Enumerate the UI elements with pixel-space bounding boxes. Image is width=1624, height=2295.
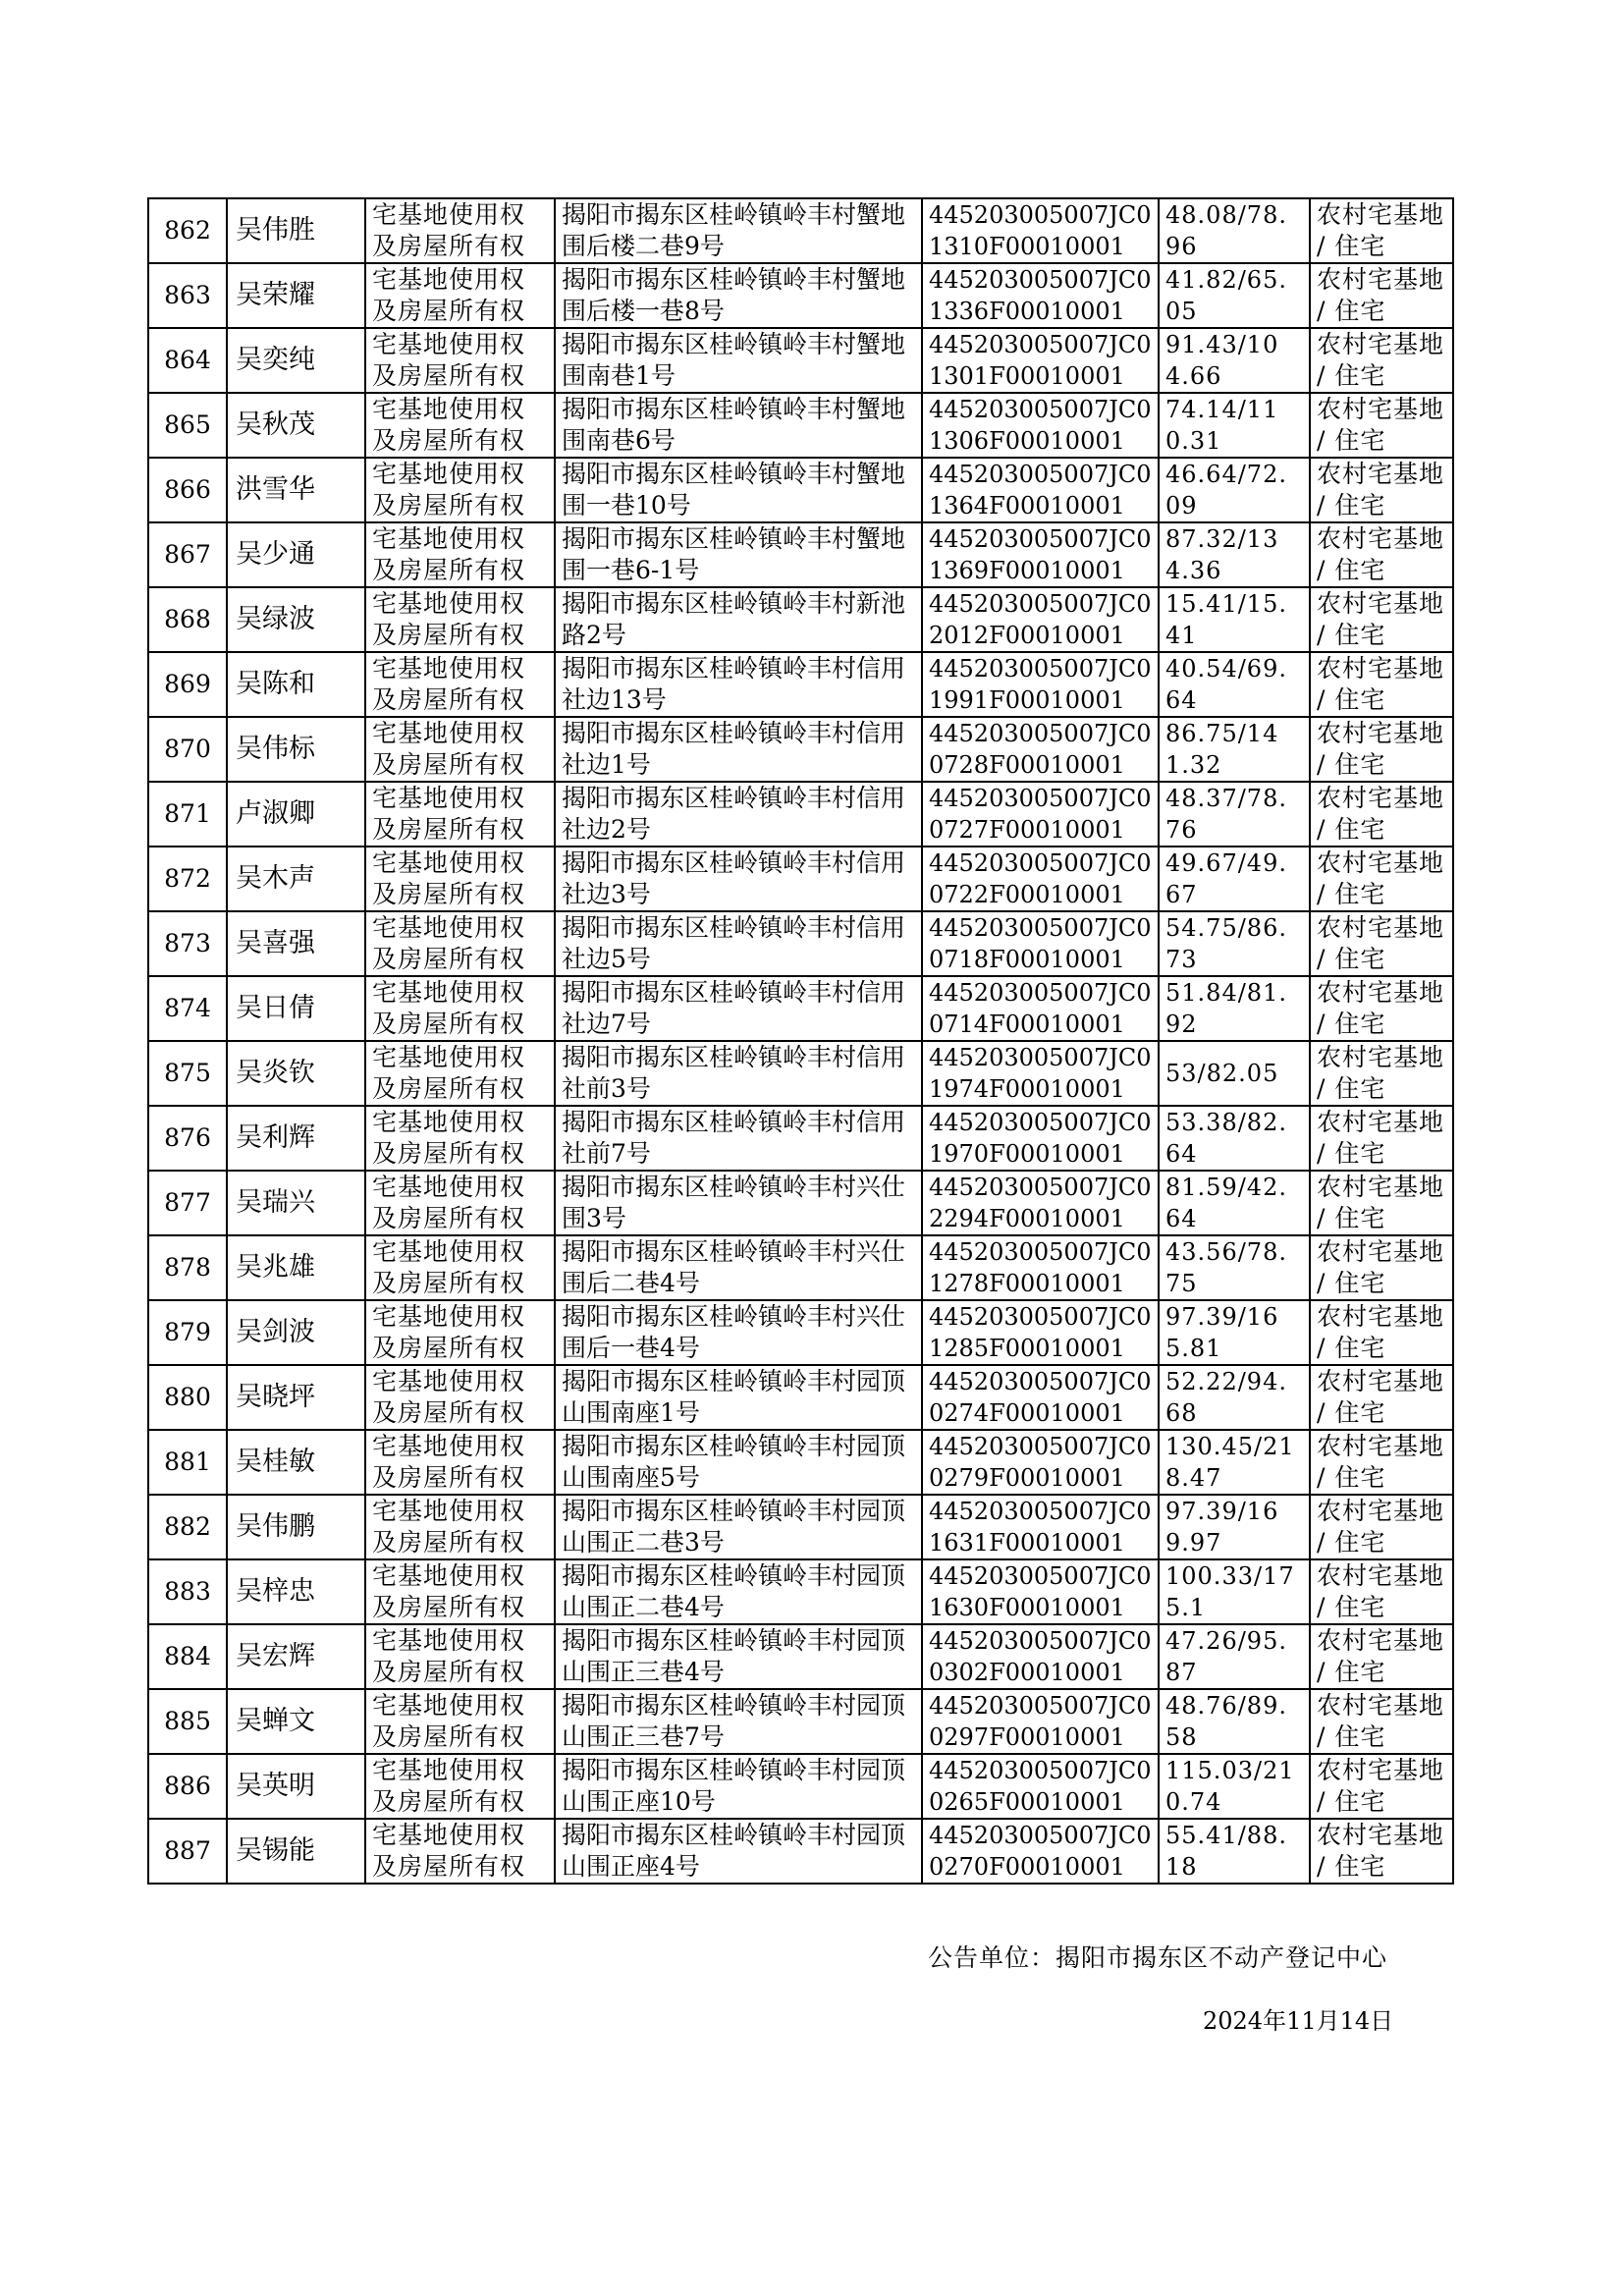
owner-name-cell: 吴炎钦 xyxy=(227,1041,365,1106)
announcing-unit: 公告单位：揭阳市揭东区不动产登记中心 xyxy=(928,1943,1388,1972)
owner-name-cell: 吴木声 xyxy=(227,847,365,911)
property-location-cell: 揭阳市揭东区桂岭镇岭丰村园顶山围正二巷3号 xyxy=(555,1495,922,1559)
owner-name-cell: 吴喜强 xyxy=(227,911,365,976)
area-value-cell: 53.38/82.64 xyxy=(1159,1106,1310,1171)
record-number-cell: 873 xyxy=(148,911,227,976)
unit-code-cell: 445203005007JC01631F00010001 xyxy=(922,1495,1159,1559)
usage-type-cell: 农村宅基地 / 住宅 xyxy=(1310,458,1453,522)
owner-name-cell: 吴宏辉 xyxy=(227,1624,365,1689)
table-row xyxy=(148,1171,1453,1235)
unit-code-cell: 445203005007JC00302F00010001 xyxy=(922,1624,1159,1689)
record-number-cell: 870 xyxy=(148,717,227,782)
right-type-cell: 宅基地使用权及房屋所有权 xyxy=(365,717,555,782)
unit-code-cell: 445203005007JC00728F00010001 xyxy=(922,717,1159,782)
right-type-cell: 宅基地使用权及房屋所有权 xyxy=(365,522,555,587)
usage-type-cell: 农村宅基地 / 住宅 xyxy=(1310,782,1453,847)
area-value-cell: 43.56/78.75 xyxy=(1159,1235,1310,1300)
property-location-cell: 揭阳市揭东区桂岭镇岭丰村园顶山围正座10号 xyxy=(555,1754,922,1819)
property-location-cell: 揭阳市揭东区桂岭镇岭丰村园顶山围正三巷4号 xyxy=(555,1624,922,1689)
record-number-cell: 872 xyxy=(148,847,227,911)
table-row xyxy=(148,717,1453,782)
record-number-cell: 882 xyxy=(148,1495,227,1559)
table-row xyxy=(148,847,1453,911)
owner-name-cell: 吴英明 xyxy=(227,1754,365,1819)
right-type-cell: 宅基地使用权及房屋所有权 xyxy=(365,1106,555,1171)
unit-code-cell: 445203005007JC01336F00010001 xyxy=(922,263,1159,328)
record-number-cell: 875 xyxy=(148,1041,227,1106)
property-location-cell: 揭阳市揭东区桂岭镇岭丰村信用社边1号 xyxy=(555,717,922,782)
record-number-cell: 886 xyxy=(148,1754,227,1819)
area-value-cell: 46.64/72.09 xyxy=(1159,458,1310,522)
area-value-cell: 87.32/134.36 xyxy=(1159,522,1310,587)
unit-code-cell: 445203005007JC01278F00010001 xyxy=(922,1235,1159,1300)
property-location-cell: 揭阳市揭东区桂岭镇岭丰村蟹地围南巷1号 xyxy=(555,328,922,393)
property-location-cell: 揭阳市揭东区桂岭镇岭丰村信用社边13号 xyxy=(555,652,922,717)
usage-type-cell: 农村宅基地 / 住宅 xyxy=(1310,1559,1453,1624)
area-value-cell: 48.08/78.96 xyxy=(1159,198,1310,263)
owner-name-cell: 吴伟鹏 xyxy=(227,1495,365,1559)
owner-name-cell: 吴瑞兴 xyxy=(227,1171,365,1235)
usage-type-cell: 农村宅基地 / 住宅 xyxy=(1310,1235,1453,1300)
property-location-cell: 揭阳市揭东区桂岭镇岭丰村蟹地围后楼二巷9号 xyxy=(555,198,922,263)
unit-code-cell: 445203005007JC01364F00010001 xyxy=(922,458,1159,522)
table-row xyxy=(148,1365,1453,1430)
property-location-cell: 揭阳市揭东区桂岭镇岭丰村信用社前7号 xyxy=(555,1106,922,1171)
unit-code-cell: 445203005007JC01369F00010001 xyxy=(922,522,1159,587)
usage-type-cell: 农村宅基地 / 住宅 xyxy=(1310,1106,1453,1171)
usage-type-cell: 农村宅基地 / 住宅 xyxy=(1310,1754,1453,1819)
area-value-cell: 48.76/89.58 xyxy=(1159,1689,1310,1754)
property-location-cell: 揭阳市揭东区桂岭镇岭丰村园顶山围正座4号 xyxy=(555,1819,922,1884)
area-value-cell: 41.82/65.05 xyxy=(1159,263,1310,328)
unit-code-cell: 445203005007JC00279F00010001 xyxy=(922,1430,1159,1495)
record-number-cell: 877 xyxy=(148,1171,227,1235)
owner-name-cell: 吴伟胜 xyxy=(227,198,365,263)
usage-type-cell: 农村宅基地 / 住宅 xyxy=(1310,911,1453,976)
unit-code-cell: 445203005007JC01970F00010001 xyxy=(922,1106,1159,1171)
usage-type-cell: 农村宅基地 / 住宅 xyxy=(1310,263,1453,328)
unit-code-cell: 445203005007JC00274F00010001 xyxy=(922,1365,1159,1430)
owner-name-cell: 吴陈和 xyxy=(227,652,365,717)
table-row xyxy=(148,1235,1453,1300)
owner-name-cell: 吴晓坪 xyxy=(227,1365,365,1430)
right-type-cell: 宅基地使用权及房屋所有权 xyxy=(365,393,555,458)
owner-name-cell: 吴日倩 xyxy=(227,976,365,1041)
area-value-cell: 15.41/15.41 xyxy=(1159,587,1310,652)
owner-name-cell: 吴兆雄 xyxy=(227,1235,365,1300)
record-number-cell: 866 xyxy=(148,458,227,522)
area-value-cell: 97.39/169.97 xyxy=(1159,1495,1310,1559)
right-type-cell: 宅基地使用权及房屋所有权 xyxy=(365,1819,555,1884)
owner-name-cell: 卢淑卿 xyxy=(227,782,365,847)
record-number-cell: 884 xyxy=(148,1624,227,1689)
right-type-cell: 宅基地使用权及房屋所有权 xyxy=(365,587,555,652)
property-location-cell: 揭阳市揭东区桂岭镇岭丰村信用社边5号 xyxy=(555,911,922,976)
unit-code-cell: 445203005007JC01630F00010001 xyxy=(922,1559,1159,1624)
property-location-cell: 揭阳市揭东区桂岭镇岭丰村信用社前3号 xyxy=(555,1041,922,1106)
usage-type-cell: 农村宅基地 / 住宅 xyxy=(1310,1041,1453,1106)
usage-type-cell: 农村宅基地 / 住宅 xyxy=(1310,652,1453,717)
unit-code-cell: 445203005007JC00722F00010001 xyxy=(922,847,1159,911)
property-location-cell: 揭阳市揭东区桂岭镇岭丰村信用社边2号 xyxy=(555,782,922,847)
unit-code-cell: 445203005007JC01301F00010001 xyxy=(922,328,1159,393)
right-type-cell: 宅基地使用权及房屋所有权 xyxy=(365,847,555,911)
right-type-cell: 宅基地使用权及房屋所有权 xyxy=(365,328,555,393)
area-value-cell: 40.54/69.64 xyxy=(1159,652,1310,717)
area-value-cell: 81.59/42.64 xyxy=(1159,1171,1310,1235)
record-number-cell: 881 xyxy=(148,1430,227,1495)
unit-code-cell: 445203005007JC00714F00010001 xyxy=(922,976,1159,1041)
table-row xyxy=(148,976,1453,1041)
record-number-cell: 876 xyxy=(148,1106,227,1171)
usage-type-cell: 农村宅基地 / 住宅 xyxy=(1310,1495,1453,1559)
property-location-cell: 揭阳市揭东区桂岭镇岭丰村兴仕围后一巷4号 xyxy=(555,1300,922,1365)
area-value-cell: 100.33/175.1 xyxy=(1159,1559,1310,1624)
right-type-cell: 宅基地使用权及房屋所有权 xyxy=(365,1495,555,1559)
owner-name-cell: 吴桂敏 xyxy=(227,1430,365,1495)
owner-name-cell: 吴秋茂 xyxy=(227,393,365,458)
table-row xyxy=(148,911,1453,976)
owner-name-cell: 吴梓忠 xyxy=(227,1559,365,1624)
usage-type-cell: 农村宅基地 / 住宅 xyxy=(1310,328,1453,393)
property-location-cell: 揭阳市揭东区桂岭镇岭丰村园顶山围正三巷7号 xyxy=(555,1689,922,1754)
right-type-cell: 宅基地使用权及房屋所有权 xyxy=(365,1300,555,1365)
property-location-cell: 揭阳市揭东区桂岭镇岭丰村园顶山围南座5号 xyxy=(555,1430,922,1495)
right-type-cell: 宅基地使用权及房屋所有权 xyxy=(365,1171,555,1235)
record-number-cell: 871 xyxy=(148,782,227,847)
area-value-cell: 54.75/86.73 xyxy=(1159,911,1310,976)
table-row xyxy=(148,1430,1453,1495)
usage-type-cell: 农村宅基地 / 住宅 xyxy=(1310,847,1453,911)
owner-name-cell: 吴少通 xyxy=(227,522,365,587)
owner-name-cell: 吴荣耀 xyxy=(227,263,365,328)
table-row xyxy=(148,652,1453,717)
table-row xyxy=(148,1041,1453,1106)
area-value-cell: 51.84/81.92 xyxy=(1159,976,1310,1041)
record-number-cell: 864 xyxy=(148,328,227,393)
records-body xyxy=(148,198,1453,1884)
owner-name-cell: 吴剑波 xyxy=(227,1300,365,1365)
announcement-date: 2024年11月14日 xyxy=(1203,2007,1394,2035)
unit-code-cell: 445203005007JC01991F00010001 xyxy=(922,652,1159,717)
table-row xyxy=(148,782,1453,847)
owner-name-cell: 吴利辉 xyxy=(227,1106,365,1171)
unit-code-cell: 445203005007JC01306F00010001 xyxy=(922,393,1159,458)
record-number-cell: 885 xyxy=(148,1689,227,1754)
property-location-cell: 揭阳市揭东区桂岭镇岭丰村园顶山围正二巷4号 xyxy=(555,1559,922,1624)
table-row xyxy=(148,1106,1453,1171)
record-number-cell: 880 xyxy=(148,1365,227,1430)
right-type-cell: 宅基地使用权及房屋所有权 xyxy=(365,652,555,717)
usage-type-cell: 农村宅基地 / 住宅 xyxy=(1310,1300,1453,1365)
area-value-cell: 49.67/49.67 xyxy=(1159,847,1310,911)
unit-code-cell: 445203005007JC01974F00010001 xyxy=(922,1041,1159,1106)
table-row xyxy=(148,1624,1453,1689)
table-row xyxy=(148,1495,1453,1559)
unit-code-cell: 445203005007JC00297F00010001 xyxy=(922,1689,1159,1754)
owner-name-cell: 吴伟标 xyxy=(227,717,365,782)
table-row xyxy=(148,393,1453,458)
unit-code-cell: 445203005007JC02294F00010001 xyxy=(922,1171,1159,1235)
unit-code-cell: 445203005007JC02012F00010001 xyxy=(922,587,1159,652)
table-row xyxy=(148,1300,1453,1365)
table-row xyxy=(148,1754,1453,1819)
record-number-cell: 868 xyxy=(148,587,227,652)
right-type-cell: 宅基地使用权及房屋所有权 xyxy=(365,1235,555,1300)
usage-type-cell: 农村宅基地 / 住宅 xyxy=(1310,1624,1453,1689)
area-value-cell: 97.39/165.81 xyxy=(1159,1300,1310,1365)
area-value-cell: 48.37/78.76 xyxy=(1159,782,1310,847)
property-location-cell: 揭阳市揭东区桂岭镇岭丰村蟹地围一巷6-1号 xyxy=(555,522,922,587)
table-row xyxy=(148,1819,1453,1884)
area-value-cell: 74.14/110.31 xyxy=(1159,393,1310,458)
record-number-cell: 862 xyxy=(148,198,227,263)
right-type-cell: 宅基地使用权及房屋所有权 xyxy=(365,198,555,263)
usage-type-cell: 农村宅基地 / 住宅 xyxy=(1310,587,1453,652)
usage-type-cell: 农村宅基地 / 住宅 xyxy=(1310,1689,1453,1754)
record-number-cell: 867 xyxy=(148,522,227,587)
usage-type-cell: 农村宅基地 / 住宅 xyxy=(1310,198,1453,263)
unit-code-cell: 445203005007JC00718F00010001 xyxy=(922,911,1159,976)
area-value-cell: 47.26/95.87 xyxy=(1159,1624,1310,1689)
right-type-cell: 宅基地使用权及房屋所有权 xyxy=(365,263,555,328)
table-row xyxy=(148,522,1453,587)
property-location-cell: 揭阳市揭东区桂岭镇岭丰村蟹地围后楼一巷8号 xyxy=(555,263,922,328)
unit-code-cell: 445203005007JC01285F00010001 xyxy=(922,1300,1159,1365)
table-row xyxy=(148,1689,1453,1754)
unit-code-cell: 445203005007JC00265F00010001 xyxy=(922,1754,1159,1819)
unit-code-cell: 445203005007JC01310F00010001 xyxy=(922,198,1159,263)
record-number-cell: 887 xyxy=(148,1819,227,1884)
records-table xyxy=(147,197,1454,1885)
table-row xyxy=(148,587,1453,652)
usage-type-cell: 农村宅基地 / 住宅 xyxy=(1310,976,1453,1041)
table-row xyxy=(148,263,1453,328)
owner-name-cell: 吴蝉文 xyxy=(227,1689,365,1754)
property-location-cell: 揭阳市揭东区桂岭镇岭丰村园顶山围南座1号 xyxy=(555,1365,922,1430)
area-value-cell: 55.41/88.18 xyxy=(1159,1819,1310,1884)
right-type-cell: 宅基地使用权及房屋所有权 xyxy=(365,1624,555,1689)
right-type-cell: 宅基地使用权及房屋所有权 xyxy=(365,1689,555,1754)
right-type-cell: 宅基地使用权及房屋所有权 xyxy=(365,1430,555,1495)
property-location-cell: 揭阳市揭东区桂岭镇岭丰村蟹地围南巷6号 xyxy=(555,393,922,458)
record-number-cell: 879 xyxy=(148,1300,227,1365)
area-value-cell: 53/82.05 xyxy=(1159,1041,1310,1106)
property-location-cell: 揭阳市揭东区桂岭镇岭丰村信用社边7号 xyxy=(555,976,922,1041)
right-type-cell: 宅基地使用权及房屋所有权 xyxy=(365,1754,555,1819)
table-row xyxy=(148,458,1453,522)
table-row xyxy=(148,328,1453,393)
owner-name-cell: 吴绿波 xyxy=(227,587,365,652)
right-type-cell: 宅基地使用权及房屋所有权 xyxy=(365,911,555,976)
area-value-cell: 52.22/94.68 xyxy=(1159,1365,1310,1430)
unit-code-cell: 445203005007JC00270F00010001 xyxy=(922,1819,1159,1884)
right-type-cell: 宅基地使用权及房屋所有权 xyxy=(365,458,555,522)
right-type-cell: 宅基地使用权及房屋所有权 xyxy=(365,1041,555,1106)
right-type-cell: 宅基地使用权及房屋所有权 xyxy=(365,1559,555,1624)
right-type-cell: 宅基地使用权及房屋所有权 xyxy=(365,782,555,847)
property-location-cell: 揭阳市揭东区桂岭镇岭丰村兴仕围3号 xyxy=(555,1171,922,1235)
record-number-cell: 874 xyxy=(148,976,227,1041)
usage-type-cell: 农村宅基地 / 住宅 xyxy=(1310,393,1453,458)
record-number-cell: 878 xyxy=(148,1235,227,1300)
unit-code-cell: 445203005007JC00727F00010001 xyxy=(922,782,1159,847)
usage-type-cell: 农村宅基地 / 住宅 xyxy=(1310,717,1453,782)
usage-type-cell: 农村宅基地 / 住宅 xyxy=(1310,1365,1453,1430)
record-number-cell: 883 xyxy=(148,1559,227,1624)
table-row xyxy=(148,1559,1453,1624)
area-value-cell: 115.03/210.74 xyxy=(1159,1754,1310,1819)
property-location-cell: 揭阳市揭东区桂岭镇岭丰村兴仕围后二巷4号 xyxy=(555,1235,922,1300)
property-location-cell: 揭阳市揭东区桂岭镇岭丰村信用社边3号 xyxy=(555,847,922,911)
owner-name-cell: 吴锡能 xyxy=(227,1819,365,1884)
area-value-cell: 86.75/141.32 xyxy=(1159,717,1310,782)
usage-type-cell: 农村宅基地 / 住宅 xyxy=(1310,522,1453,587)
area-value-cell: 130.45/218.47 xyxy=(1159,1430,1310,1495)
usage-type-cell: 农村宅基地 / 住宅 xyxy=(1310,1430,1453,1495)
record-number-cell: 869 xyxy=(148,652,227,717)
usage-type-cell: 农村宅基地 / 住宅 xyxy=(1310,1171,1453,1235)
property-location-cell: 揭阳市揭东区桂岭镇岭丰村蟹地围一巷10号 xyxy=(555,458,922,522)
owner-name-cell: 吴奕纯 xyxy=(227,328,365,393)
table-row xyxy=(148,198,1453,263)
record-number-cell: 863 xyxy=(148,263,227,328)
property-location-cell: 揭阳市揭东区桂岭镇岭丰村新池路2号 xyxy=(555,587,922,652)
area-value-cell: 91.43/104.66 xyxy=(1159,328,1310,393)
right-type-cell: 宅基地使用权及房屋所有权 xyxy=(365,976,555,1041)
record-number-cell: 865 xyxy=(148,393,227,458)
right-type-cell: 宅基地使用权及房屋所有权 xyxy=(365,1365,555,1430)
usage-type-cell: 农村宅基地 / 住宅 xyxy=(1310,1819,1453,1884)
owner-name-cell: 洪雪华 xyxy=(227,458,365,522)
